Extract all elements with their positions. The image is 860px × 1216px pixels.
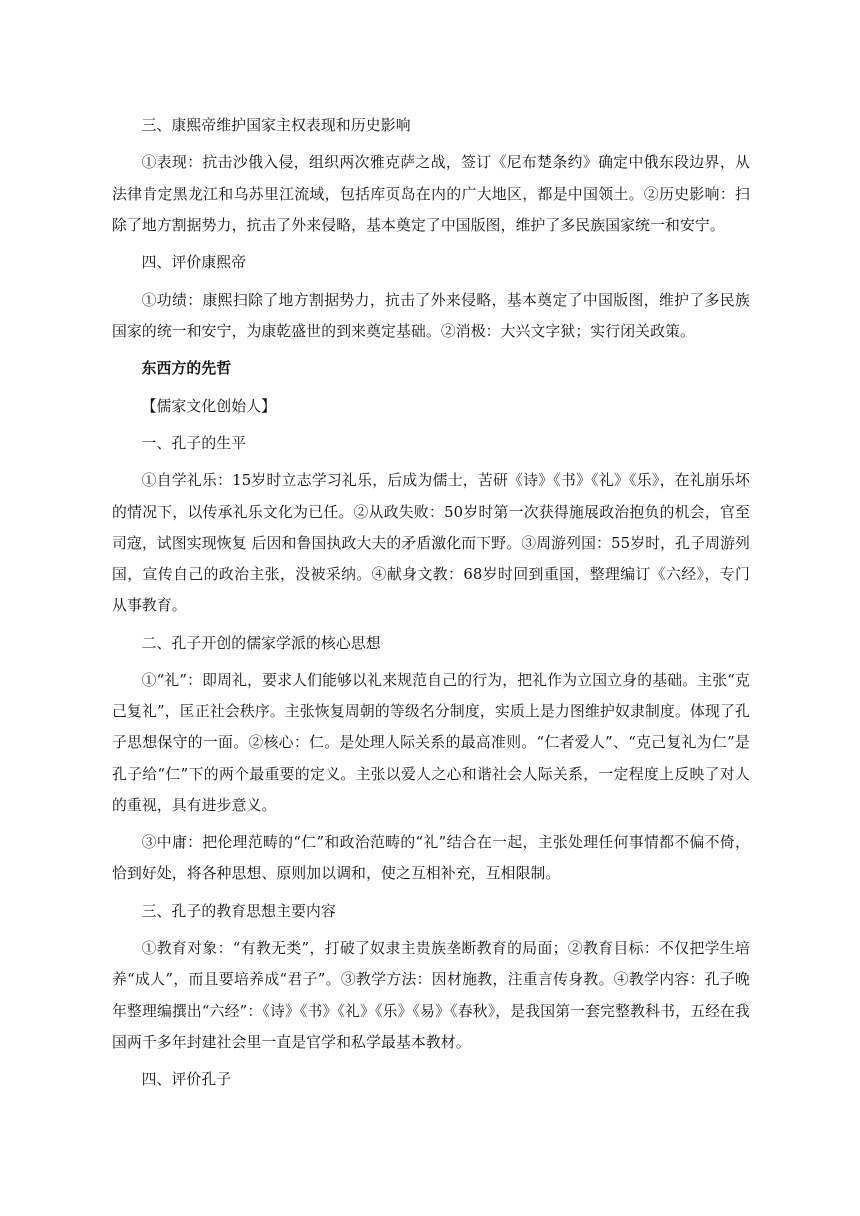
paragraph-education-thought: ①教育对象：“有教无类”，打破了奴隶主贵族垄断教育的局面；②教育目标：不仅把学生培养“成人”，而且要培养成“君子”。③教学方法：因材施教，注重言传身教。④教学内容：孔子晚年整理编撰出“六经”：《诗》《书》《礼》《乐》《易》《春秋》，是我国第一套完整教科书，五经在我国两千多年封建社会里一直是官学和私学最基本教材。 (112, 940, 750, 1051)
section-heading-confucian-core-ideas: 二、孔子开创的儒家学派的核心思想 (141, 634, 381, 652)
section-heading-education-thought: 三、孔子的教育思想主要内容 (141, 902, 336, 920)
paragraph-confucian-core-ideas: ①“礼”：即周礼，要求人们能够以礼来规范自己的行为，把礼作为立国立身的基础。主张“克己复礼”，匡正社会秩序。主张恢复周朝的等级名分制度，实质上是力图维护奴隶制度。体现了孔子思想保守的一面。②核心：仁。是处理人际关系的最高准则。“仁者爱人”、“克己复礼为仁”是孔子给“仁”下的两个最重要的定义。主张以爱人之心和谐社会人际关系，一定程度上反映了对人的重视，具有进步意义。 (112, 671, 750, 814)
section-heading-evaluate-confucius: 四、评价孔子 (141, 1071, 232, 1089)
subchapter-title-confucian-founder: 【儒家文化创始人】 (141, 397, 277, 415)
document-body (112, 110, 750, 1102)
section-heading-confucius-life: 一、孔子的生平 (141, 434, 247, 452)
section-heading-evaluate-kangxi: 四、评价康熙帝 (141, 254, 247, 272)
paragraph-confucius-life: ①自学礼乐：15岁时立志学习礼乐，后成为儒士，苦研《诗》《书》《礼》《乐》，在礼崩乐坏的情况下，以传承礼乐文化为已任。②从政失败：50岁时第一次获得施展政治抱负的机会，官至司寇，试图实现恢复 后因和鲁国执政大夫的矛盾激化而下野。③周游列国：55岁时，孔子周游列国，宣传自己的政治主张，没被采纳。④献身文教：68岁时回到重国，整理编订《六经》，专门从事教育。 (112, 472, 750, 615)
chapter-title-sages: 东西方的先哲 (141, 360, 232, 378)
paragraph-kangxi-sovereignty: ①表现：抗击沙俄入侵，组织两次雅克萨之战，签订《尼布楚条约》确定中俄东段边界，从法律肯定黑龙江和乌苏里江流域，包括库页岛在内的广大地区，都是中国领土。②历史影响：扫除了地方割据势力，抗击了外来侵略，基本奠定了中国版图，维护了多民族国家统一和安宁。 (112, 154, 750, 234)
section-heading-kangxi-sovereignty: 三、康熙帝维护国家主权表现和历史影响 (141, 117, 411, 134)
paragraph-doctrine-of-mean: ③中庸：把伦理范畴的“仁”和政治范畴的“礼”结合在一起，主张处理任何事情都不偏不倚，恰到好处，将各种思想、原则加以调和，使之互相补充，互相限制。 (112, 834, 750, 883)
paragraph-evaluate-kangxi: ①功绩：康熙扫除了地方割据势力，抗击了外来侵略，基本奠定了中国版图，维护了多民族国家的统一和安宁，为康乾盛世的到来奠定基础。②消极：大兴文字狱；实行闭关政策。 (112, 291, 750, 340)
